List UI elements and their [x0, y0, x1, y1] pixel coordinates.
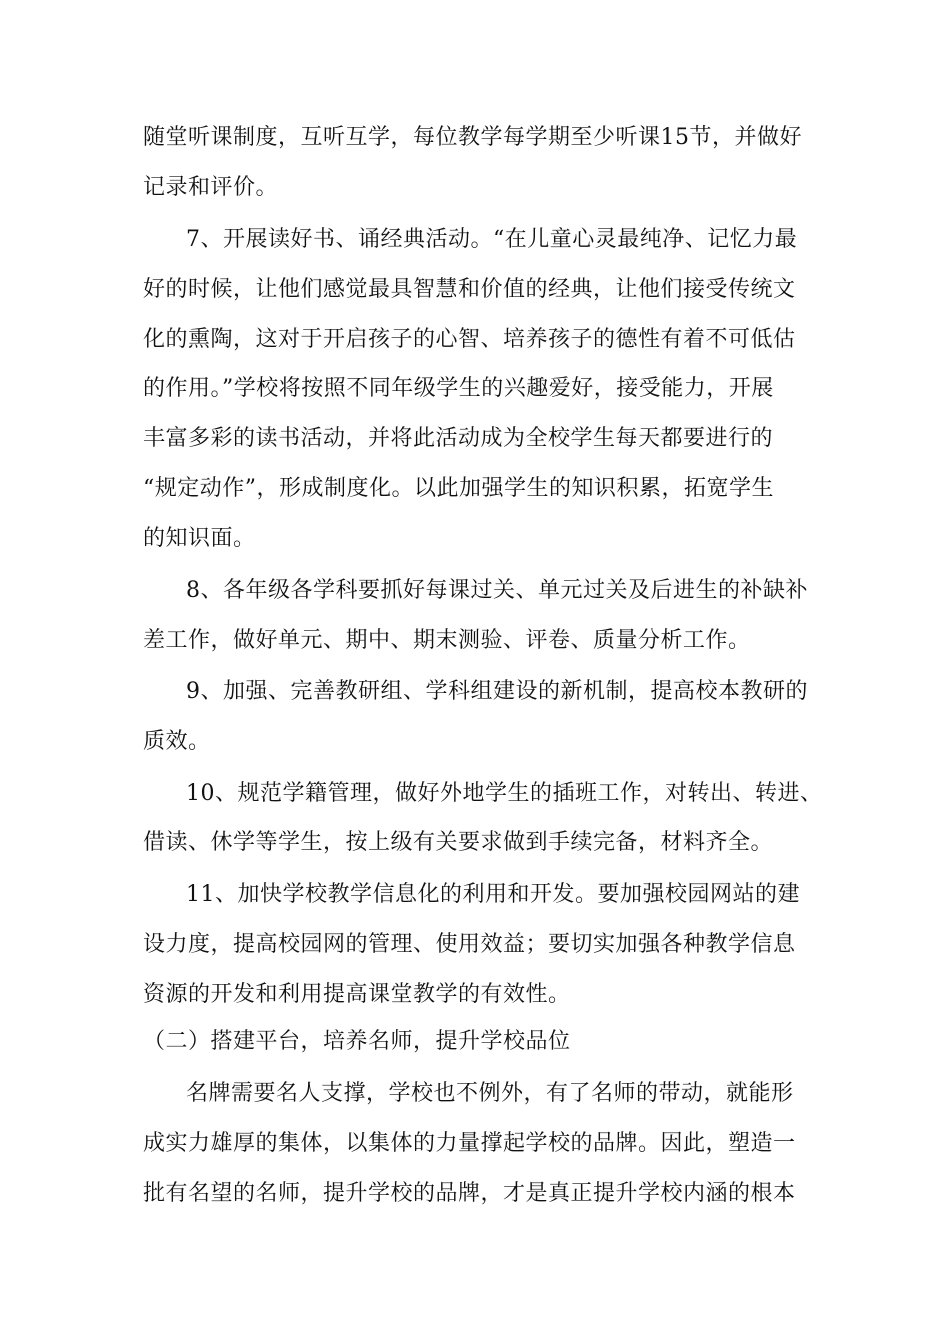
text-line: 8、各年级各学科要抓好每课过关、单元过关及后进生的补缺补 — [186, 578, 808, 603]
text-line: 11、加快学校教学信息化的利用和开发。要加强校园网站的建 — [186, 882, 800, 907]
text-line: 好的时候，让他们感觉最具智慧和价值的经典，让他们接受传统文 — [143, 277, 796, 302]
text-line: “规定动作”，形成制度化。以此加强学生的知识积累，拓宽学生 — [143, 476, 774, 501]
text-line: 丰富多彩的读书活动，并将此活动成为全校学生每天都要进行的 — [143, 426, 774, 451]
text-line: 的知识面。 — [143, 526, 256, 551]
text-line: 质效。 — [143, 729, 211, 754]
text-line: 设力度，提高校园网的管理、使用效益；要切实加强各种教学信息 — [143, 932, 796, 957]
text-line: 资源的开发和利用提高课堂教学的有效性。 — [143, 982, 571, 1007]
text-line: 的作用。”学校将按照不同年级学生的兴趣爱好，接受能力，开展 — [143, 376, 774, 401]
text-line: 借读、休学等学生，按上级有关要求做到手续完备，材料齐全。 — [143, 830, 774, 855]
text-line: 随堂听课制度，互听互学，每位教学每学期至少听课15节，并做好 — [143, 125, 802, 150]
text-line: 差工作，做好单元、期中、期末测验、评卷、质量分析工作。 — [143, 628, 751, 653]
text-line: 化的熏陶，这对于开启孩子的心智、培养孩子的德性有着不可低估 — [143, 327, 796, 352]
section-heading: （二）搭建平台，培养名师，提升学校品位 — [143, 1029, 571, 1054]
text-line: 记录和评价。 — [143, 175, 279, 200]
text-line: 10、规范学籍管理，做好外地学生的插班工作，对转出、转进、 — [186, 781, 823, 806]
text-line: 成实力雄厚的集体，以集体的力量撑起学校的品牌。因此，塑造一 — [143, 1131, 796, 1156]
text-line: 9、加强、完善教研组、学科组建设的新机制，提高校本教研的 — [186, 679, 808, 704]
text-line: 名牌需要名人支撑，学校也不例外，有了名师的带动，就能形 — [186, 1081, 794, 1106]
text-line: 批有名望的名师，提升学校的品牌，才是真正提升学校内涵的根本 — [143, 1181, 796, 1206]
text-line: 7、开展读好书、诵经典活动。“在儿童心灵最纯净、记忆力最 — [186, 227, 798, 252]
